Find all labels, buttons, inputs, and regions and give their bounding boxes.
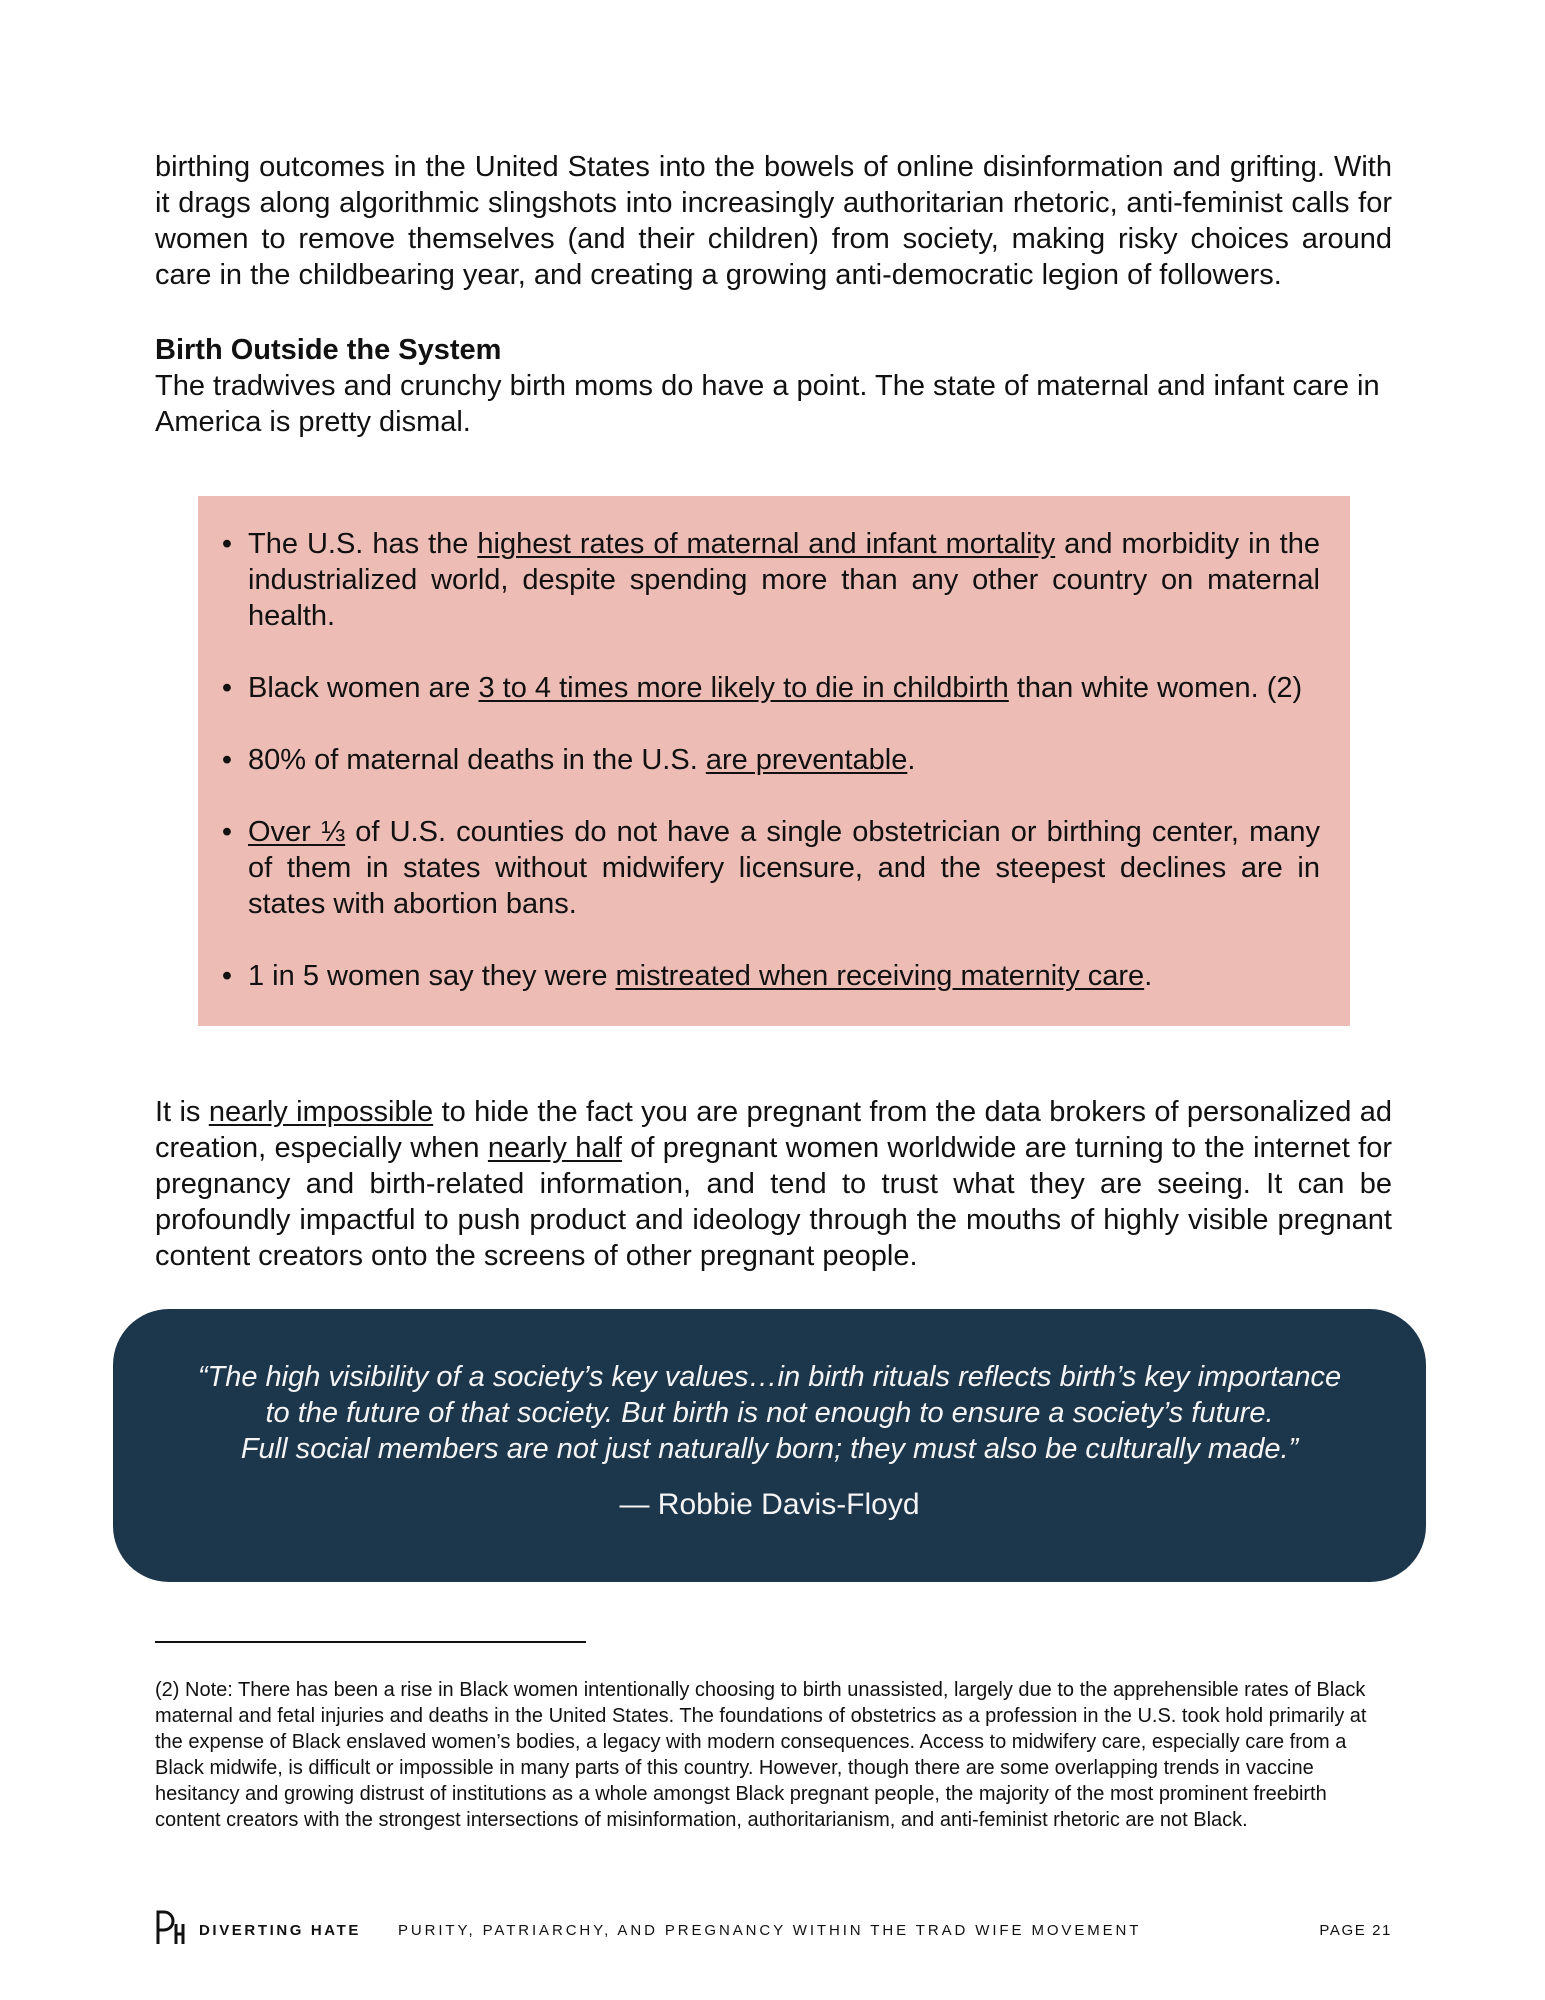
stat-item-mistreated bbox=[198, 958, 1350, 994]
quote-line: “The high visibility of a society’s key values…in birth rituals reflects birth’s key importance bbox=[197, 1361, 1342, 1393]
stat-text: and morbidity in the industrialized world, despite spending more than any other country on maternal health. bbox=[248, 528, 1320, 632]
stat-text: . bbox=[907, 744, 916, 776]
footer-document-title: PURITY, PATRIARCHY, AND PREGNANCY WITHIN THE TRAD WIFE MOVEMENT bbox=[398, 1922, 1142, 1939]
nearly-impossible-link[interactable]: nearly impossible bbox=[208, 1096, 434, 1128]
section-intro-paragraph: The tradwives and crunchy birth moms do have a point. The state of maternal and infant care in America is pretty dismal. bbox=[155, 370, 1380, 438]
mistreated-link[interactable]: mistreated when receiving maternity care bbox=[615, 960, 1145, 992]
footnote-text: (2) Note: There has been a rise in Black women intentionally choosing to birth unassisted, largely due to the apprehensible rates of Black maternal and fetal injuries and deaths in the United States. The foundations of obstetrics as a profession in the U.S. took hold primarily at the expense of Black enslaved women’s bodies, a legacy with modern consequences. Access to midwifery care, especially care from a Black midwife, is difficult or impossible in many parts of this country. However, though there are some overlapping trends in vaccine hesitancy and growing distrust of institutions as a whole amongst Black pregnant people, the majority of the most prominent freebirth content creators with the strongest intersections of misinformation, authoritarianism, and anti-feminist rhetoric are not Black. bbox=[155, 1679, 1367, 1831]
body-text: It is bbox=[155, 1096, 209, 1128]
diverting-hate-logo-icon bbox=[155, 1910, 185, 1946]
stat-text: Black women are bbox=[248, 672, 479, 704]
counties-link[interactable]: Over ⅓ bbox=[248, 816, 346, 848]
footer-brand: DIVERTING HATE bbox=[199, 1922, 361, 1939]
intro-paragraph: birthing outcomes in the United States into the bowels of online disinformation and grifting. With it drags along algorithmic slingshots into increasingly authoritarian rhetoric, anti-feminist calls for women to remove themselves (and their children) from society, making risky choices around care in the childbearing year, and creating a growing anti-democratic legion of followers. bbox=[155, 151, 1392, 291]
body-text: to hide the fact you are pregnant from the data brokers of personalized ad creation, especially when bbox=[155, 1096, 1393, 1164]
bullet-icon: • bbox=[221, 672, 233, 704]
stat-item-preventable bbox=[198, 742, 1350, 778]
page-footer bbox=[155, 1910, 1392, 1950]
quote-attribution: — Robbie Davis-Floyd bbox=[619, 1488, 920, 1521]
bullet-icon: • bbox=[221, 816, 233, 848]
stat-item-mortality bbox=[198, 526, 1350, 634]
stat-text: . bbox=[1144, 960, 1153, 992]
stat-text: than white women. (2) bbox=[1008, 672, 1303, 704]
section-heading: Birth Outside the System bbox=[155, 334, 502, 366]
stat-text: 80% of maternal deaths in the U.S. bbox=[248, 744, 706, 776]
quote-line: Full social members are not just naturally born; they must also be culturally made.” bbox=[240, 1433, 1299, 1465]
stat-text: 1 in 5 women say they were bbox=[248, 960, 616, 992]
quote-line: to the future of that society. But birth is not enough to ensure a society’s future. bbox=[265, 1397, 1274, 1429]
bullet-icon: • bbox=[221, 528, 233, 560]
stat-text: The U.S. has the bbox=[248, 528, 478, 560]
stat-item-black-women bbox=[198, 670, 1350, 706]
statistics-callout-box bbox=[198, 496, 1350, 1026]
mortality-link[interactable]: highest rates of maternal and infant mortality bbox=[477, 528, 1056, 560]
bullet-icon: • bbox=[221, 744, 233, 776]
preventable-link[interactable]: are preventable bbox=[705, 744, 908, 776]
quote-text bbox=[153, 1359, 1386, 1467]
footer-page-number: PAGE 21 bbox=[1319, 1922, 1392, 1939]
childbirth-risk-link[interactable]: 3 to 4 times more likely to die in childbirth bbox=[478, 672, 1009, 704]
nearly-half-link[interactable]: nearly half bbox=[487, 1132, 622, 1164]
statistics-list bbox=[198, 526, 1350, 1030]
body-paragraph bbox=[155, 1094, 1392, 1274]
stat-text: of U.S. counties do not have a single obstetrician or birthing center, many of them in states without midwifery licensure, and the steepest declines are in states with abortion bans. bbox=[248, 816, 1320, 920]
footnote-divider bbox=[155, 1641, 586, 1643]
bullet-icon: • bbox=[221, 960, 233, 992]
pull-quote-box bbox=[113, 1309, 1426, 1582]
body-text: of pregnant women worldwide are turning to the internet for pregnancy and birth-related information, and tend to trust what they are seeing. It can be profoundly impactful to push product and ideology through the mouths of highly visible pregnant content creators onto the screens of other pregnant people. bbox=[155, 1132, 1392, 1272]
stat-item-counties bbox=[198, 814, 1350, 922]
